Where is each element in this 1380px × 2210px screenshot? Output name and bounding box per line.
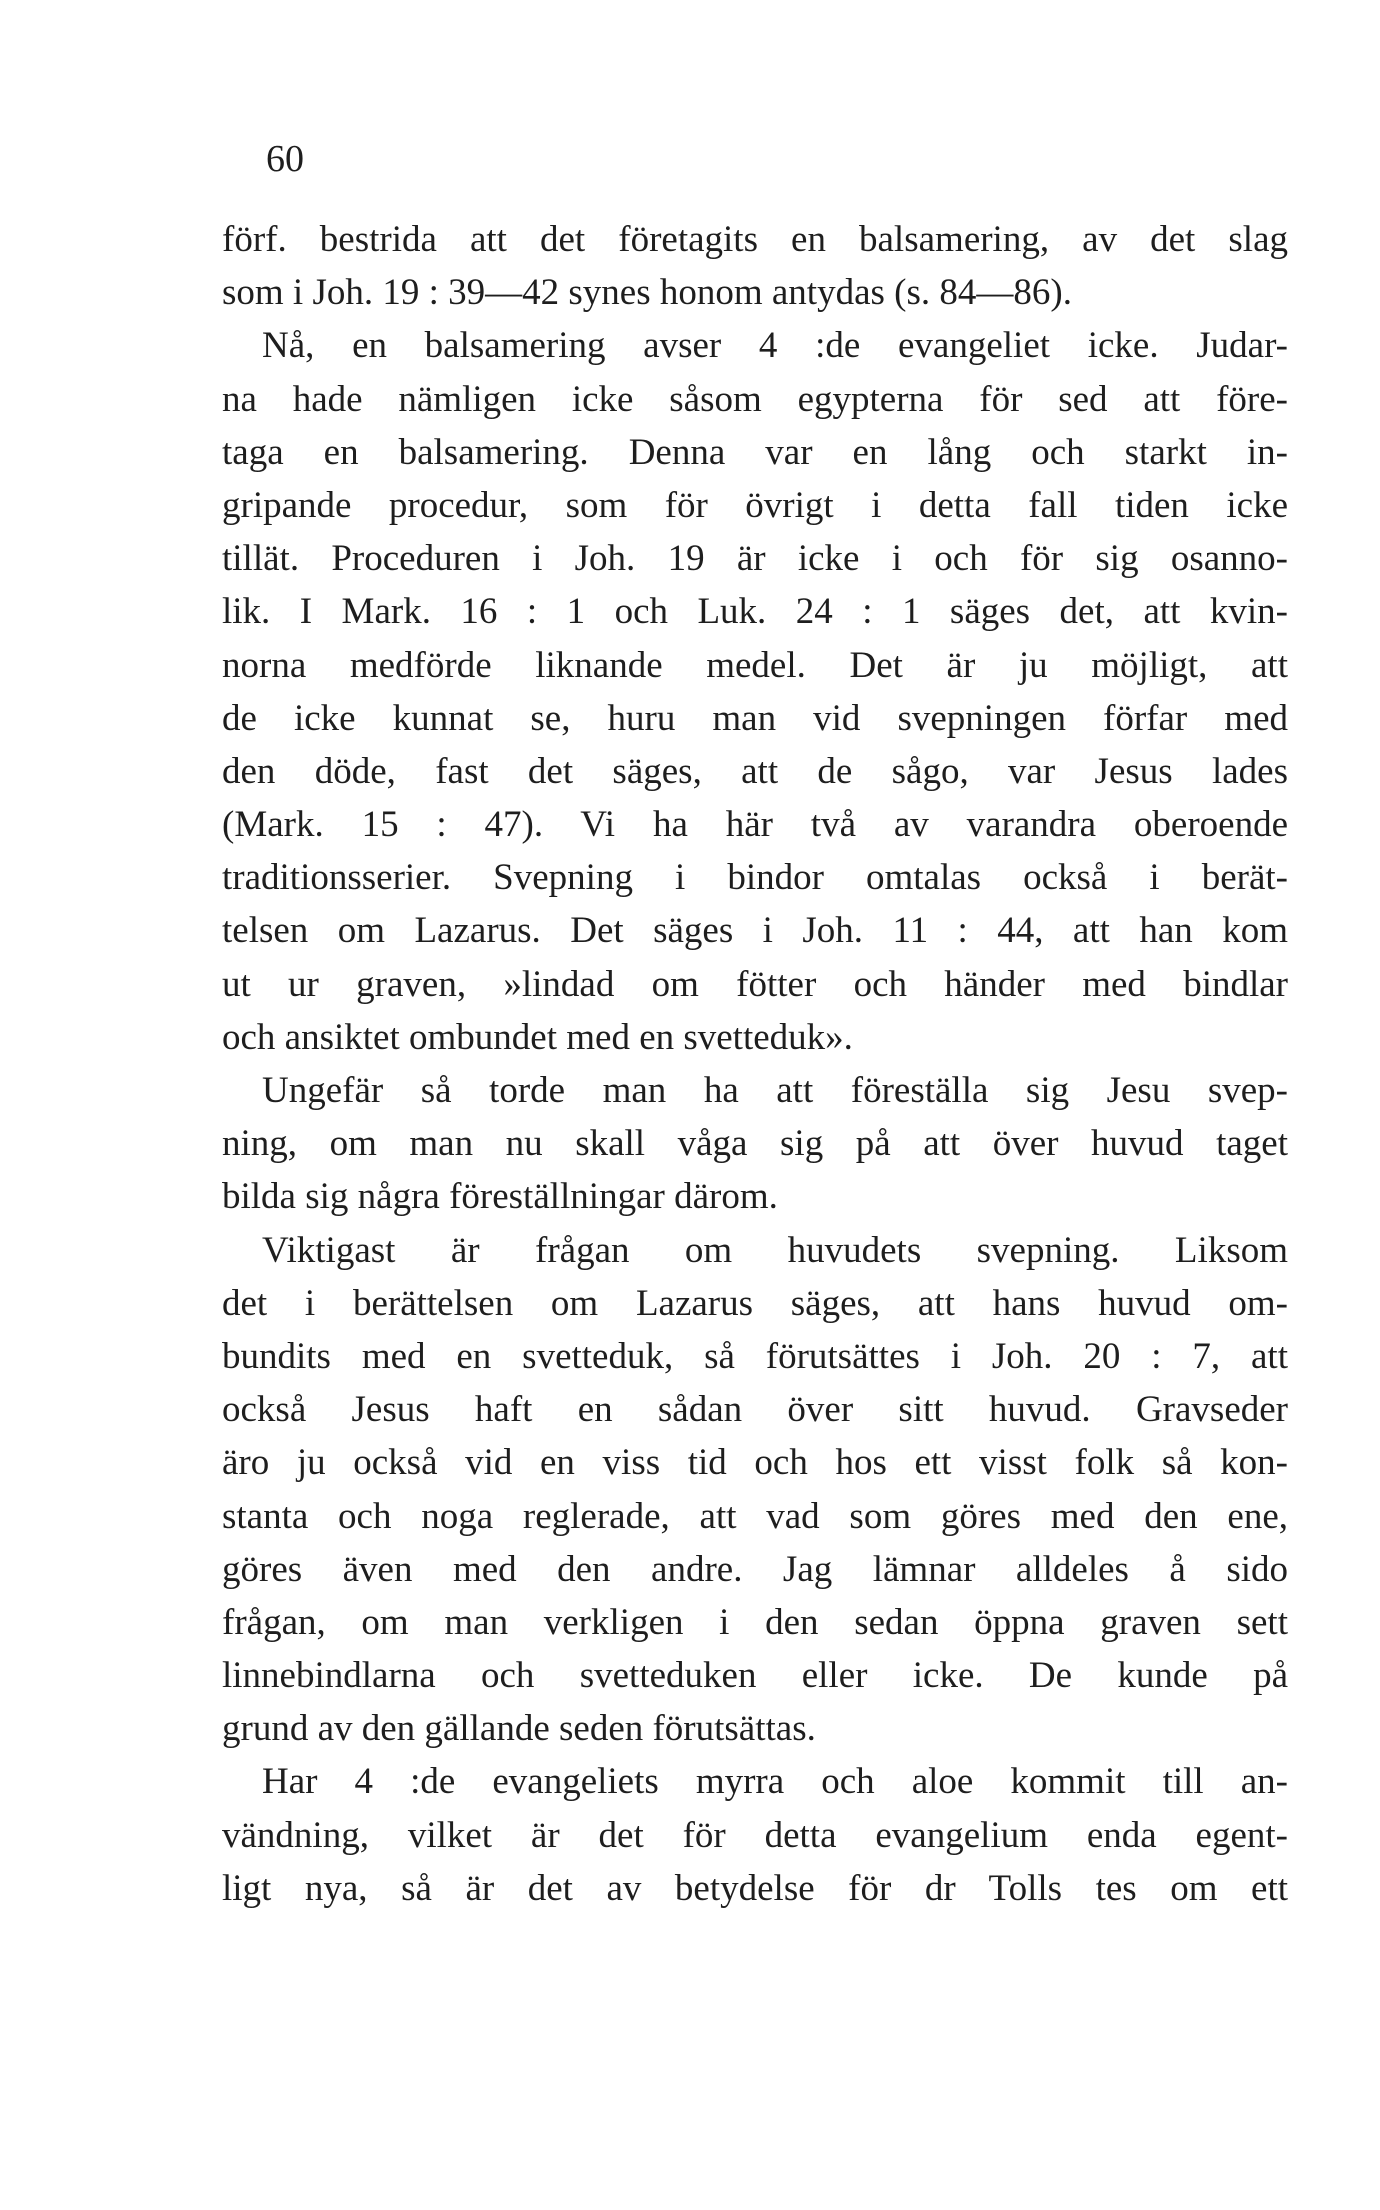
- text-line: ut ur graven, »lindad om fötter och händer med bindlar: [222, 963, 1288, 1005]
- text-line: (Mark. 15 : 47). Vi ha här två av varandra oberoende: [222, 804, 1288, 846]
- text-line: också Jesus haft en sådan över sitt huvud. Gravseder: [222, 1389, 1288, 1431]
- page-number: 60: [266, 138, 304, 180]
- text-line: traditionsserier. Svepning i bindor omtalas också i berät-: [222, 857, 1288, 899]
- text-line: taga en balsamering. Denna var en lång och starkt in-: [222, 431, 1288, 473]
- text-line: som i Joh. 19 : 39—42 synes honom antydas (s. 84—86).: [222, 272, 1072, 314]
- text-line: bundits med en svetteduk, så förutsättes i Joh. 20 : 7, att: [222, 1335, 1288, 1377]
- text-line: förf. bestrida att det företagits en balsamering, av det slag: [222, 219, 1288, 260]
- text-line: göres även med den andre. Jag lämnar alldeles å sido: [222, 1548, 1288, 1590]
- text-line: ning, om man nu skall våga sig på att över huvud taget: [222, 1123, 1288, 1165]
- text-line: Har 4 :de evangeliets myrra och aloe kommit till an-: [262, 1761, 1288, 1803]
- text-line: det i berättelsen om Lazarus säges, att hans huvud om-: [222, 1282, 1288, 1324]
- text-line: ligt nya, så är det av betydelse för dr Tolls tes om ett: [222, 1867, 1288, 1909]
- text-line: lik. I Mark. 16 : 1 och Luk. 24 : 1 säges det, att kvin-: [222, 591, 1288, 633]
- text-line: grund av den gällande seden förutsättas.: [222, 1708, 816, 1750]
- text-line: och ansiktet ombundet med en svetteduk».: [222, 1016, 853, 1058]
- text-line: linnebindlarna och svetteduken eller icke. De kunde på: [222, 1655, 1288, 1697]
- text-line: tillät. Proceduren i Joh. 19 är icke i och för sig osanno-: [222, 538, 1288, 580]
- body-text: [222, 213, 1288, 1915]
- text-line: vändning, vilket är det för detta evangelium enda egent-: [222, 1814, 1288, 1856]
- text-line: gripande procedur, som för övrigt i detta fall tiden icke: [222, 484, 1288, 526]
- text-line: bilda sig några föreställningar därom.: [222, 1176, 778, 1218]
- text-line: na hade nämligen icke såsom egypterna för sed att före-: [222, 378, 1288, 420]
- text-line: norna medförde liknande medel. Det är ju möjligt, att: [222, 644, 1288, 686]
- text-line: Viktigast är frågan om huvudets svepning. Liksom: [262, 1229, 1288, 1271]
- text-line: Nå, en balsamering avser 4 :de evangeliet icke. Judar-: [262, 325, 1288, 367]
- text-line: den döde, fast det säges, att de sågo, var Jesus lades: [222, 750, 1288, 792]
- text-line: stanta och noga reglerade, att vad som göres med den ene,: [222, 1495, 1288, 1537]
- text-line: äro ju också vid en viss tid och hos ett visst folk så kon-: [222, 1442, 1288, 1484]
- text-line: telsen om Lazarus. Det säges i Joh. 11 : 44, att han kom: [222, 910, 1288, 952]
- text-line: frågan, om man verkligen i den sedan öppna graven sett: [222, 1601, 1288, 1643]
- text-line: Ungefär så torde man ha att föreställa sig Jesu svep-: [262, 1070, 1288, 1111]
- text-line: de icke kunnat se, huru man vid svepningen förfar med: [222, 697, 1288, 739]
